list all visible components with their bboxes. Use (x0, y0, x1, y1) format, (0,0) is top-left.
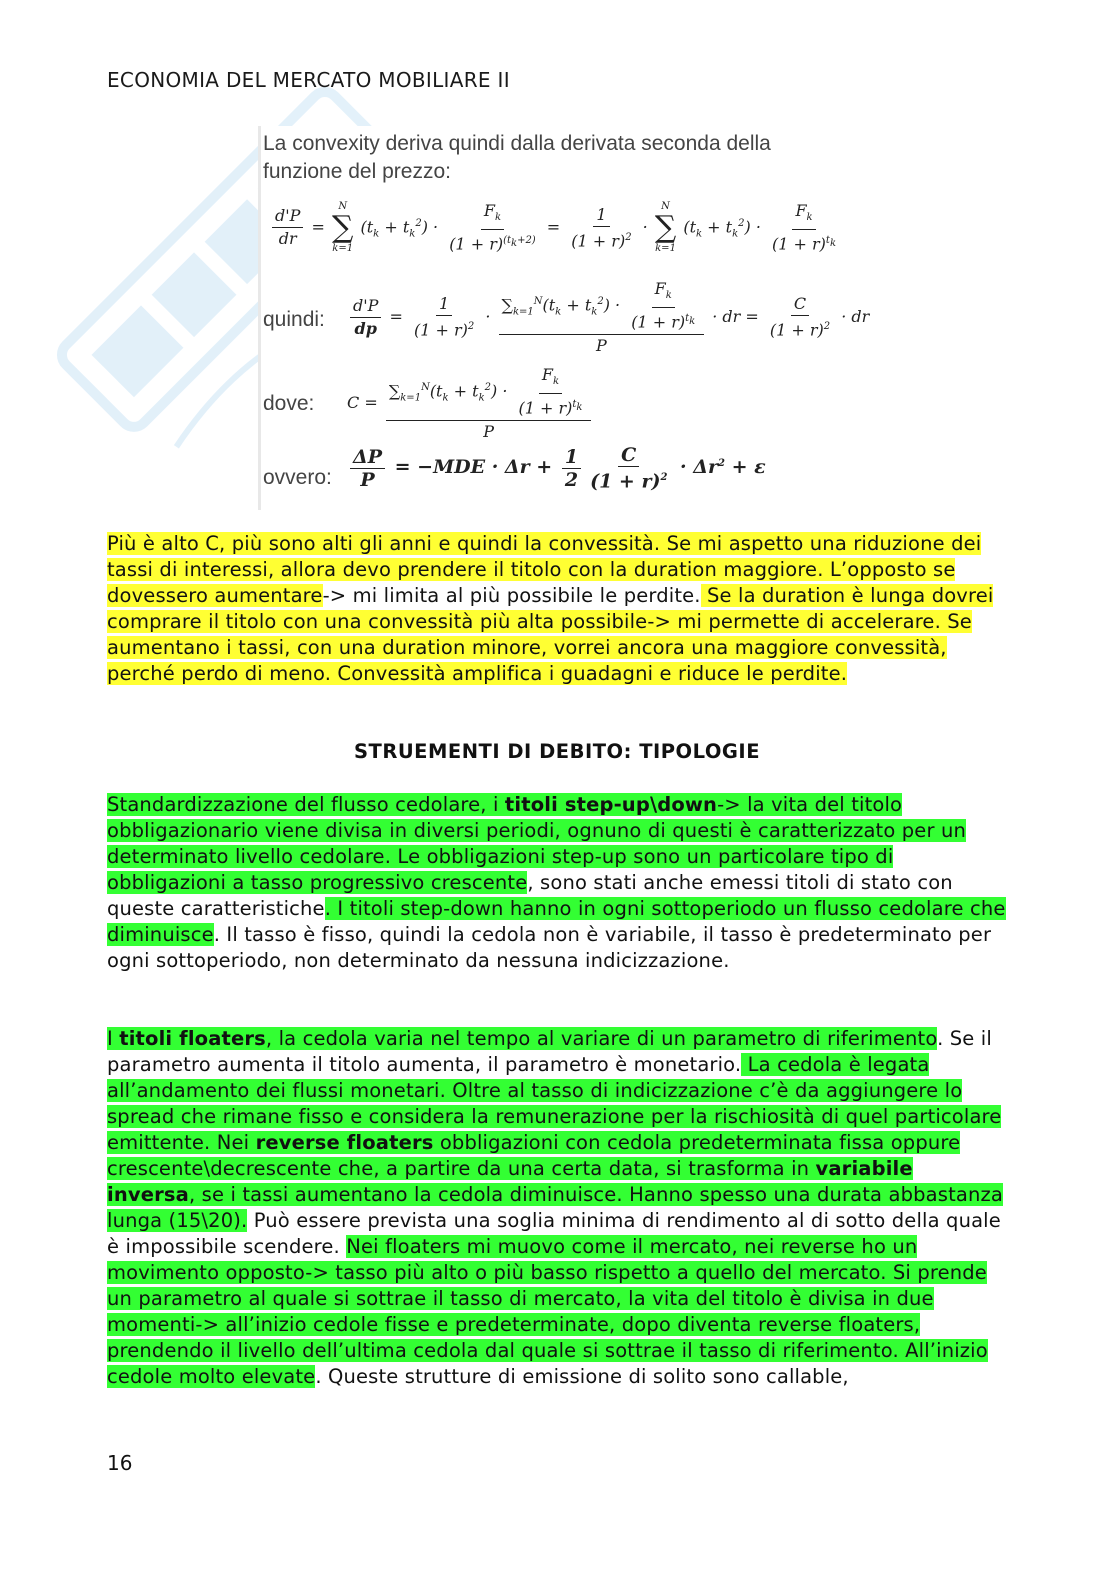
highlight-green: . I titoli step-down hanno in ogni sottoperiodo un flusso cedolare che diminuisce (107, 897, 1006, 946)
highlight-green-bold: titoli step-up\down (504, 793, 718, 816)
highlight-green: , la cedola varia nel tempo al variare di un parametro di riferimento (265, 1027, 938, 1050)
plain-text: . Il tasso è fisso, quindi la cedola non è variabile, il tasso è predeterminato per ogni sottoperiodo, non determinato da nessuna indicizzazione. (107, 923, 992, 972)
highlight-green-bold: titoli floaters (119, 1027, 266, 1050)
highlight-yellow: Più è alto C, più sono alti gli anni e quindi la convessità. Se mi aspetto una riduzione dei tassi di interessi, allora devo prendere il titolo con la duration maggiore. L’opposto se dovessero aumentare (107, 532, 982, 607)
equation-dove: C = $\sum_{k=1}^N(t_k + t_k^2)$ · $\frac{F_k}{(1 + r)^{t_k}}$ P (347, 364, 594, 443)
plain-text: , sono stati anche emessi titoli di stato con queste caratteristiche (107, 871, 953, 920)
highlight-green: -> la vita del titolo obbligazionario viene divisa in diversi periodi, ognuno di questi è caratterizzato per un determinato livello cedolare. Le obbligazioni step-up sono un particolare tipo di obbligazioni a tasso progressivo crescente (107, 793, 966, 894)
highlight-green-bold: variabile inversa (107, 1157, 913, 1206)
section-title: STRUEMENTI DI DEBITO: TIPOLOGIE (353, 740, 761, 763)
label-ovvero: ovvero: (263, 466, 332, 489)
highlight-green: Nei floaters mi muovo come il mercato, nei reverse ho un movimento opposto-> tasso più alto o più basso rispetto a quello del mercato. Si prende un parametro al quale si sottrae il tasso di mercato, la vita del titolo è divisa in due momenti-> all’inizio cedole fisse e predeterminate, dopo diventa reverse floaters, prendendo il livello dell’ultima cedola dal quale si sottrae il tasso di riferimento. All’inizio cedole molto elevate (107, 1235, 988, 1388)
equation-second-derivative: $\frac{d'P}{dr}$ = N ∑ k=1 $(t_k + t_k^2)$ · $\frac{F_k}{(1 + r)^{(t_k+2)}}$ = $\frac{1}{(1 + r)^2}$ · N ∑ k=1 $(t_k + t_k^2)$ · $\frac{F_k}{(1 + r)^{t_k}}$ (269, 200, 842, 256)
plain-text: -> mi limita al più possibile le perdite. (322, 584, 701, 607)
paragraph-convexity (107, 531, 1007, 687)
highlight-green: I (107, 1027, 120, 1050)
equation-ovvero: $\frac{\Delta P}{P}$ = −MDE · Δr + $\frac{1}{2}$ $\frac{C}{(1 + r)^2}$ · $\Delta r^2 + \varepsilon$ (347, 444, 766, 492)
plain-text: . Se il parametro aumenta il titolo aumenta, il parametro è monetario. (107, 1027, 992, 1076)
label-quindi: quindi: (263, 308, 325, 331)
page-number: 16 (107, 1451, 133, 1475)
plain-text: Può essere prevista una soglia minima di rendimento al di sotto della quale è impossibile scendere. (107, 1209, 1001, 1258)
label-dove: dove: (263, 392, 315, 415)
highlight-green: La cedola è legata all’andamento dei flussi monetari. Oltre al tasso di indicizzazione c’è da aggiungere lo spread che rimane fisso e considera la remunerazione per la rischiosità di quel particolare emittente. Nei (107, 1053, 1002, 1154)
highlight-yellow: Se la duration è lunga dovrei comprare il titolo con una convessità più alta possibile-> mi permette di accelerare. Se aumentano i tassi, con una duration minore, vorrei ancora una maggiore convessità, perché perdo di meno. Convessità amplifica i guadagni e riduce le perdite. (107, 584, 994, 685)
page-header: ECONOMIA DEL MERCATO MOBILIARE II (107, 68, 510, 92)
formula-intro: La convexity deriva quindi dalla derivata seconda della funzione del prezzo: (263, 132, 771, 183)
highlight-green-bold: reverse floaters (255, 1131, 434, 1154)
plain-text: . Queste strutture di emissione di solito sono callable, (315, 1365, 849, 1388)
paragraph-floaters (107, 1026, 1007, 1390)
equation-quindi: $\frac{d'P}{dp}$ = $\frac{1}{(1 + r)^2}$ · $\sum_{k=1}^N(t_k + t_k^2)$ · $\frac{F_k}{(1 + r)^{t_k}}$ P · dr = $\frac{C}{(1 + r)^2}$ · dr (347, 278, 869, 357)
highlight-green: obbligazioni con cedola predeterminata fissa oppure crescente\decrescente che, a partire da una certa data, si trasforma in (107, 1131, 961, 1180)
highlight-green: , se i tassi aumentano la cedola diminuisce. Hanno spesso una durata abbastanza lunga (15\20). (107, 1183, 1003, 1232)
paragraph-step-up-down (107, 792, 1007, 974)
formula-image (258, 126, 870, 510)
highlight-green: Standardizzazione del flusso cedolare, i (107, 793, 505, 816)
